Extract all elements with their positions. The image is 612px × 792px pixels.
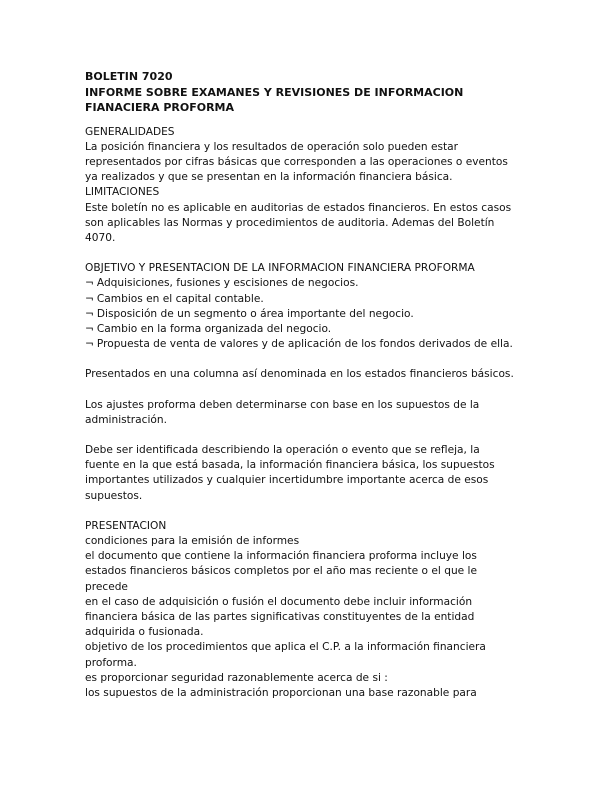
section-objetivo bbox=[85, 261, 515, 352]
paragraph-identificada: Debe ser identificada describiendo la operación o evento que se refleja, la fuente en la que está basada, la información financiera básica, los supuestos importantes utilizados y cualquier incertidumbre importante acerca de esos supuestos. bbox=[85, 443, 495, 502]
spacer bbox=[85, 246, 515, 261]
list-item-text: Propuesta de venta de valores y de aplicación de los fondos derivados de ella. bbox=[96, 338, 513, 351]
paragraph-limitaciones: Este boletín no es aplicable en auditorias de estados financieros. En estos casos son aplicables las Normas y procedimientos de auditoria. Ademas del Boletín 4070. bbox=[85, 201, 512, 244]
list-item-text: Adquisiciones, fusiones y escisiones de negocios. bbox=[96, 277, 359, 290]
document-title bbox=[85, 69, 515, 116]
spacer bbox=[85, 116, 515, 125]
spacer bbox=[85, 428, 515, 443]
bullet-symbol: ¬ bbox=[85, 322, 94, 335]
bullet-symbol: ¬ bbox=[85, 277, 94, 290]
presentacion-line: objetivo de los procedimientos que aplica el C.P. a la información financiera proforma. bbox=[85, 641, 486, 669]
list-item bbox=[85, 307, 515, 322]
presentacion-line: en el caso de adquisición o fusión el documento debe incluir información financiera básica de las partes significativas constituyentes de la entidad adquirida o fusionada. bbox=[85, 595, 475, 639]
section-heading-generalidades: GENERALIDADES bbox=[85, 125, 175, 138]
bullet-symbol: ¬ bbox=[85, 307, 94, 320]
section-limitaciones bbox=[85, 185, 515, 246]
document-body bbox=[85, 69, 515, 701]
list-item bbox=[85, 322, 515, 337]
bullet-symbol: ¬ bbox=[85, 292, 94, 305]
section-heading-presentacion: PRESENTACION bbox=[85, 519, 167, 532]
section-heading-limitaciones: LIMITACIONES bbox=[85, 186, 160, 199]
spacer bbox=[85, 352, 515, 367]
title-line-2: INFORME SOBRE EXAMANES Y REVISIONES DE INFORMACION bbox=[85, 85, 464, 99]
bullet-symbol: ¬ bbox=[85, 338, 94, 351]
presentacion-line: el documento que contiene la información financiera proforma incluye los estados financieros básicos completos por el año mas reciente o el que le precede bbox=[85, 550, 477, 593]
paragraph-ajustes: Los ajustes proforma deben determinarse con base en los supuestos de la administración. bbox=[85, 398, 480, 426]
list-item-text: Cambio en la forma organizada del negocio. bbox=[96, 322, 332, 335]
title-line-1: BOLETIN 7020 bbox=[85, 70, 173, 83]
list-item-text: Disposición de un segmento o área importante del negocio. bbox=[96, 307, 414, 320]
spacer bbox=[85, 383, 515, 398]
presentacion-line: los supuestos de la administración proporcionan una base razonable para bbox=[85, 687, 477, 699]
list-item bbox=[85, 337, 515, 352]
list-item bbox=[85, 292, 515, 307]
presentacion-line: es proporcionar seguridad razonablemente acerca de si : bbox=[85, 671, 388, 684]
section-generalidades bbox=[85, 125, 515, 186]
list-item bbox=[85, 276, 515, 291]
spacer bbox=[85, 504, 515, 519]
paragraph-presentados: Presentados en una columna así denominada en los estados financieros básicos. bbox=[85, 368, 514, 381]
list-item-text: Cambios en el capital contable. bbox=[96, 292, 264, 305]
section-presentacion bbox=[85, 519, 515, 701]
title-line-3: FIANACIERA PROFORMA bbox=[85, 101, 235, 114]
section-heading-objetivo: OBJETIVO Y PRESENTACION DE LA INFORMACION FINANCIERA PROFORMA bbox=[85, 262, 475, 275]
paragraph-generalidades: La posición financiera y los resultados de operación solo pueden estar representados por cifras básicas que corresponden a las operaciones o eventos ya realizados y que se presentan en la información financiera básica. bbox=[85, 140, 508, 184]
objetivo-list bbox=[85, 276, 515, 352]
presentacion-line: condiciones para la emisión de informes bbox=[85, 534, 300, 547]
